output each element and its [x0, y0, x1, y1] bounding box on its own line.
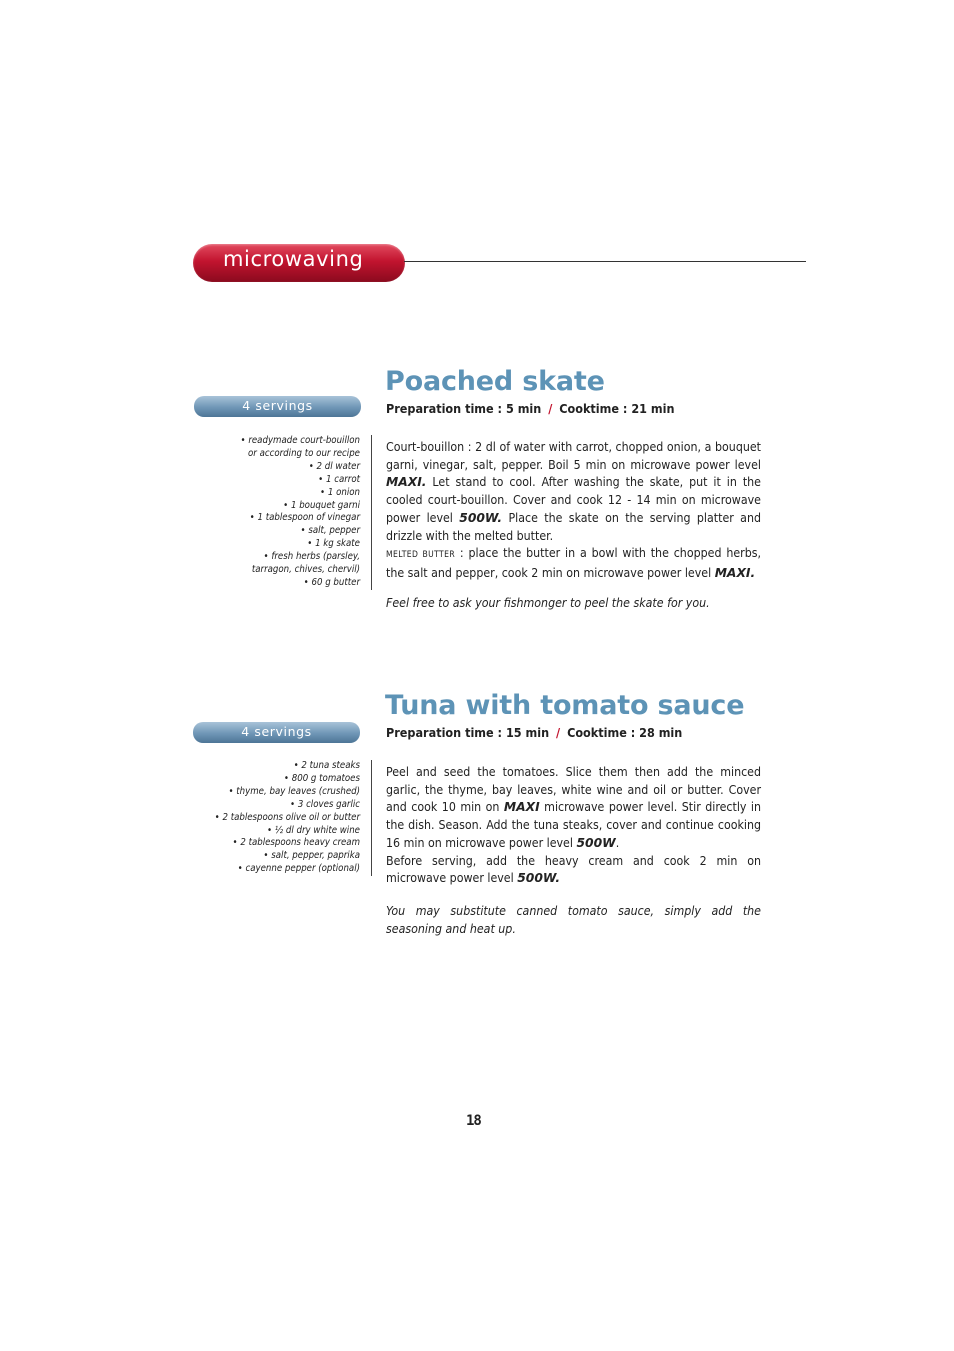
ingredient: • readymade court-bouillon [240, 435, 360, 446]
instruction-paragraph [386, 439, 761, 545]
ingredient: • 2 tablespoons heavy cream [232, 837, 360, 849]
ingredient: • salt, pepper, paprika [263, 850, 360, 862]
ingredient: • 2 dl water [308, 460, 360, 472]
ingredient: • 2 tablespoons olive oil or butter [214, 811, 360, 823]
ingredient-list [192, 435, 372, 590]
cook-time: Cooktime : 28 min [567, 725, 683, 740]
ingredient: • 1 onion [320, 486, 360, 498]
ingredient: • 3 cloves garlic [290, 798, 360, 810]
power-level: MAXI. [714, 565, 756, 580]
prep-time: Preparation time : 5 min [386, 401, 542, 416]
instruction-text: Court-bouillon : 2 dl of water with carrot, chopped onion, a bouquet garni, vinegar, salt, pepper. Boil 5 min on microwave power level [386, 440, 761, 472]
recipe-tip: Feel free to ask your fishmonger to peel the skate for you. [386, 596, 710, 610]
servings-label: 4 servings [241, 724, 312, 739]
servings-pill [194, 396, 361, 417]
instruction-text: microwave power level. Stir directly in the dish. Season. Add the tuna steaks, cover and continue cooking 16 min on microwave power level [386, 800, 761, 850]
section-label: microwaving [223, 247, 364, 271]
ingredient-list [192, 760, 372, 876]
recipe-title: Poached skate [385, 366, 605, 397]
sub-heading: MELTED BUTTER [386, 550, 456, 561]
recipe-tip: You may substitute canned tomato sauce, simply add the seasoning and heat up. [386, 904, 761, 936]
ingredient: • cayenne pepper (optional) [237, 863, 360, 875]
time-separator: / [548, 401, 553, 416]
ingredient: • 800 g tomatoes [283, 772, 360, 784]
recipe-times [386, 401, 674, 416]
ingredient: tarragon, chives, chervil) [251, 564, 360, 576]
recipe-instructions [386, 764, 761, 888]
ingredient: • 60 g butter [303, 576, 360, 588]
ingredient: • 1 kg skate [307, 538, 360, 550]
recipe-times [386, 725, 682, 740]
power-level: 500W. [459, 510, 503, 525]
servings-pill [193, 722, 360, 743]
instruction-text: . [615, 835, 620, 850]
instruction-paragraph [386, 853, 761, 888]
power-level: MAXI. [386, 475, 427, 490]
page-number: 18 [466, 1113, 481, 1129]
ingredient: • 1 bouquet garni [283, 499, 360, 511]
time-separator: / [556, 725, 561, 740]
ingredient: • thyme, bay leaves (crushed) [228, 785, 360, 797]
power-level: 500W [576, 835, 616, 850]
instruction-paragraph [386, 764, 761, 853]
cook-time: Cooktime : 21 min [559, 401, 675, 416]
instruction-text: Before serving, add the heavy cream and cook 2 min on microwave power level [386, 853, 761, 886]
ingredient: • 1 carrot [318, 473, 360, 485]
ingredient: • fresh herbs (parsley, [263, 551, 360, 563]
ingredient: • salt, pepper [300, 525, 360, 537]
instruction-text: Let stand to cool. After washing the skate, put it in the cooled court-bouillon. Cover and cook 12 - 14 min on microwave power level [386, 475, 761, 525]
instruction-paragraph [386, 545, 761, 582]
ingredient: or according to our recipe [248, 447, 360, 459]
ingredient: • 1 tablespoon of vinegar [249, 512, 360, 524]
servings-label: 4 servings [242, 398, 313, 413]
power-level: 500W. [517, 871, 561, 886]
instruction-text: Place the skate on the serving platter and drizzle with the melted butter. [386, 510, 762, 543]
prep-time: Preparation time : 15 min [386, 725, 550, 740]
instruction-text: : place the butter in a bowl with the chopped herbs, the salt and pepper, cook 2 min on microwave power level [386, 546, 761, 580]
section-tab [193, 244, 405, 282]
instruction-text: Peel and seed the tomatoes. Slice them then add the minced garlic, the thyme, bay leaves, white wine and oil or butter. Cover and cook 10 min on [386, 765, 761, 815]
recipe-instructions [386, 439, 761, 583]
header-rule [404, 261, 806, 262]
ingredient: • 2 tuna steaks [293, 760, 360, 771]
ingredient: • ½ dl dry white wine [266, 824, 360, 836]
recipe-title: Tuna with tomato sauce [385, 690, 745, 721]
power-level: MAXI [503, 800, 540, 815]
